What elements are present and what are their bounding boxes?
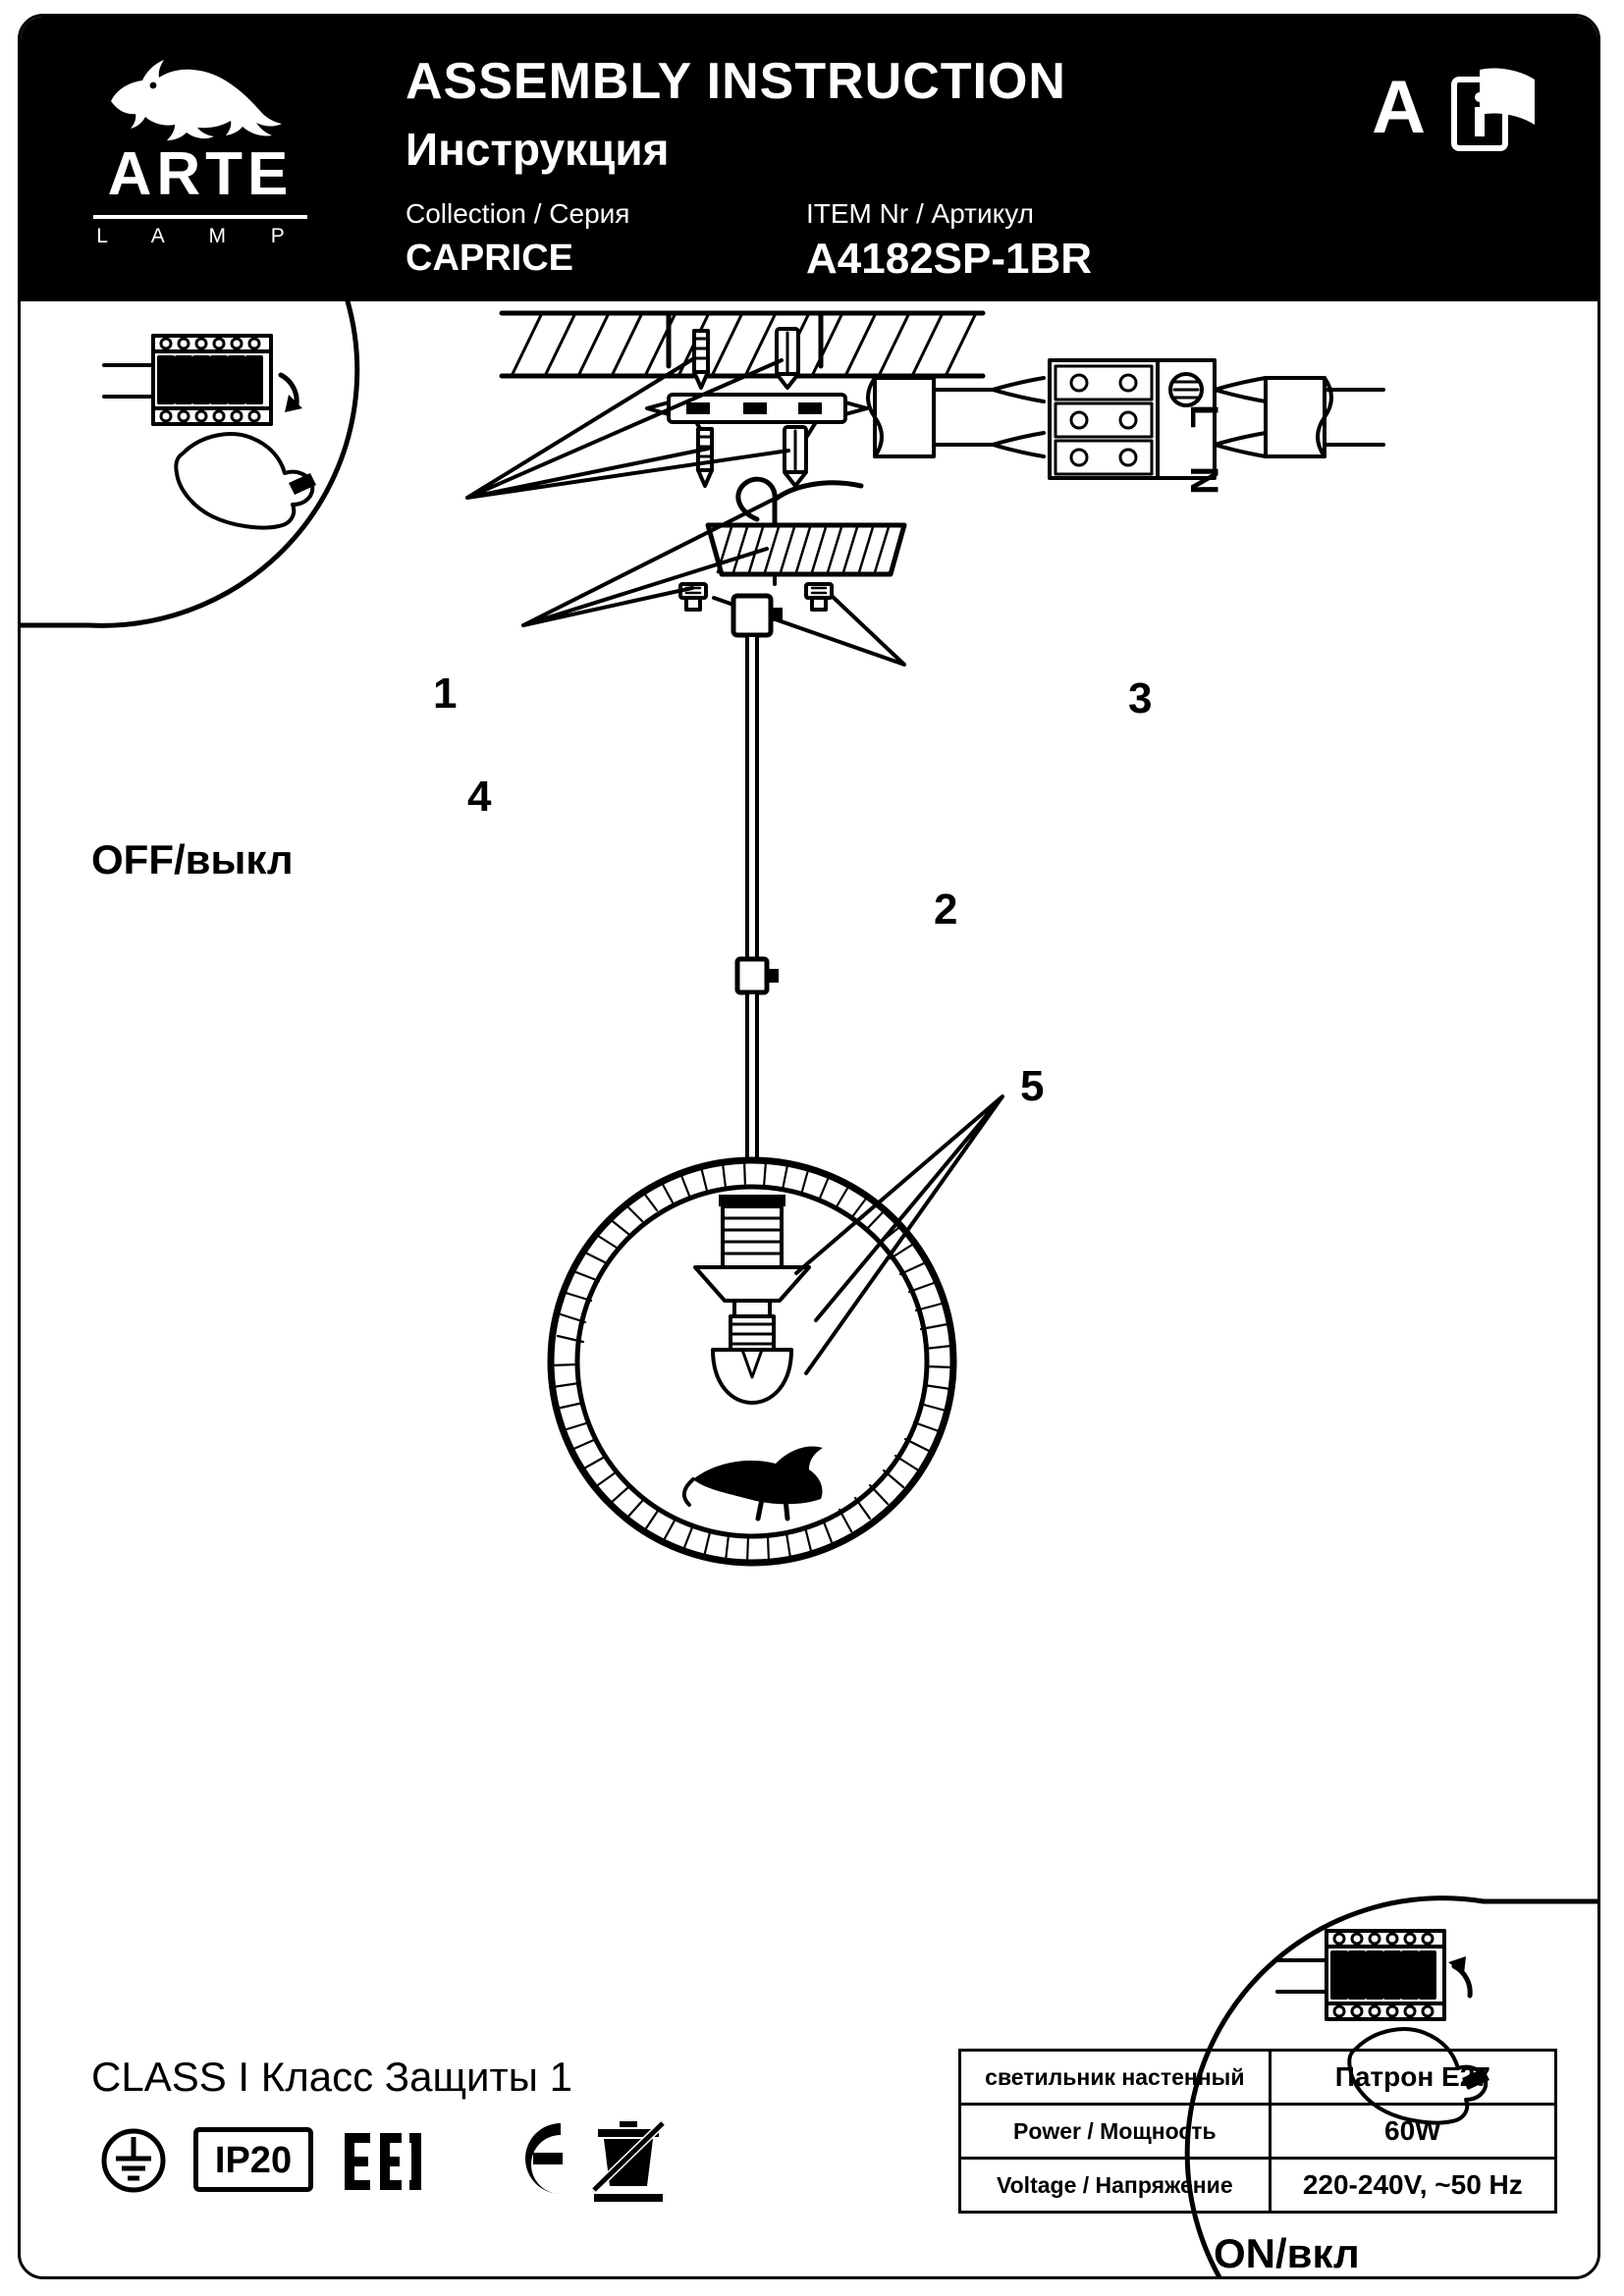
instruction-sheet <box>18 14 1600 2279</box>
brand-subtitle: L A M P <box>96 225 304 247</box>
step-number-4: 4 <box>467 773 492 821</box>
header-bar <box>21 17 1597 301</box>
protection-class-letter: A <box>1372 66 1426 149</box>
table-row <box>960 2105 1556 2159</box>
protection-class-text: CLASS I Класс Защиты 1 <box>91 2054 572 2100</box>
page-title-ru: Инструкция <box>406 124 670 175</box>
item-number-label: ITEM Nr / Артикул <box>806 198 1034 229</box>
assembly-diagram <box>21 301 1597 2279</box>
spec-value-voltage: 220-240V, ~50 Hz <box>1270 2159 1555 2213</box>
spec-label-power: Power / Мощность <box>960 2105 1271 2159</box>
table-row <box>960 2159 1556 2213</box>
brand-name: ARTE <box>107 140 294 208</box>
step-number-1: 1 <box>433 669 458 718</box>
collection-label: Collection / Серия <box>406 198 630 229</box>
brand-logo <box>80 50 315 261</box>
step-number-5: 5 <box>1020 1062 1045 1110</box>
ce-mark <box>445 2117 572 2200</box>
protective-earth-mark <box>91 2121 176 2200</box>
table-row <box>960 2051 1556 2105</box>
manual-book-icon <box>1450 64 1539 154</box>
spec-label-voltage: Voltage / Напряжение <box>960 2159 1271 2213</box>
ip-rating-badge: IP20 <box>193 2127 313 2192</box>
specification-table <box>958 2049 1557 2214</box>
collection-value: CAPRICE <box>406 238 574 279</box>
page-title-en: ASSEMBLY INSTRUCTION <box>406 53 1066 110</box>
step-number-2: 2 <box>934 885 958 934</box>
griffin-logo-icon <box>99 50 296 143</box>
step-number-3: 3 <box>1128 674 1153 722</box>
spec-label-fixture: светильник настенный <box>960 2051 1271 2105</box>
eac-mark <box>335 2125 425 2194</box>
switch-on-label: ON/вкл <box>1214 2230 1360 2276</box>
terminal-label-l: L <box>1182 404 1225 429</box>
brand-divider <box>93 215 307 219</box>
item-number-value: A4182SP-1BR <box>806 235 1093 283</box>
diagram-svg <box>21 301 1597 2279</box>
switch-off-label: OFF/выкл <box>91 836 294 882</box>
terminal-label-n: N <box>1182 466 1225 495</box>
weee-crossed-bin-mark <box>586 2117 671 2206</box>
spec-value-power: 60W <box>1270 2105 1555 2159</box>
spec-value-socket: Патрон E27 <box>1270 2051 1555 2105</box>
